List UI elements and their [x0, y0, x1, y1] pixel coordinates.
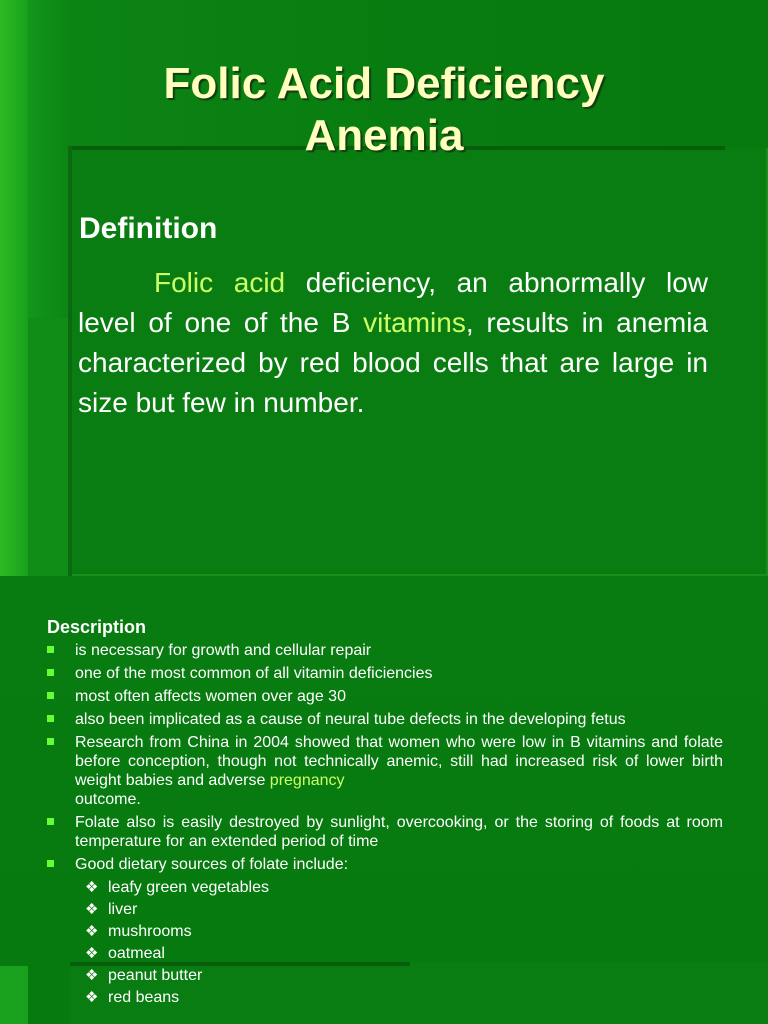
diamond-bullet-icon: ❖ [85, 989, 99, 1006]
list-item [47, 813, 723, 851]
slide-frame-band [28, 318, 68, 576]
definition-heading: Definition [79, 212, 218, 245]
definition-text-1: deficiency, an abnormally low level of one of the B [78, 267, 708, 338]
vitamins-link[interactable]: vitamins [363, 307, 466, 338]
list-item-text: outcome. [75, 791, 141, 808]
list-item [47, 664, 723, 683]
square-bullet-icon [47, 738, 54, 745]
square-bullet-icon [47, 818, 54, 825]
slide-frame-left-stripe [0, 966, 28, 1024]
list-item [47, 687, 723, 706]
sub-list-item-text: liver [108, 901, 138, 918]
slide-title [0, 58, 768, 162]
list-item-text: one of the most common of all vitamin deficiencies [75, 665, 433, 682]
square-bullet-icon [47, 715, 54, 722]
diamond-bullet-icon: ❖ [85, 901, 99, 918]
list-item-text: Research from China in 2004 showed that women who were low in B vitamins and folate before conception, though not technically anemic, still had increased risk of lower birth weight babies and adverse [75, 734, 723, 789]
list-item-text: most often affects women over age 30 [75, 688, 346, 705]
pregnancy-link[interactable]: pregnancy [269, 772, 345, 789]
sub-list-item [75, 944, 723, 963]
definition-text-2: , results in anemia characterized by red blood cells that are large in size but few in number. [78, 307, 709, 418]
sub-list-item-text: leafy green vegetables [108, 879, 269, 896]
food-sources-list [75, 878, 723, 1007]
definition-paragraph [78, 263, 708, 423]
diamond-bullet-icon: ❖ [85, 967, 99, 984]
list-item [47, 710, 723, 729]
diamond-bullet-icon: ❖ [85, 945, 99, 962]
description-heading: Description [47, 617, 147, 637]
square-bullet-icon [47, 860, 54, 867]
sub-list-item [75, 922, 723, 941]
list-item-text: Folate also is easily destroyed by sunlight, overcooking, or the storing of foods at room temperature for an extended period of time [75, 814, 723, 850]
list-item [47, 641, 723, 660]
sub-list-item-text: oatmeal [108, 945, 165, 962]
sub-list-item [75, 900, 723, 919]
square-bullet-icon [47, 692, 54, 699]
sub-list-item [75, 878, 723, 897]
slide-title-line2: Anemia [304, 111, 464, 160]
folic-acid-link[interactable]: Folic acid [154, 267, 286, 298]
slide-frame-left-line [68, 146, 72, 576]
slide-title-line1: Folic Acid Deficiency [163, 59, 605, 108]
sub-list-item-text: red beans [108, 989, 180, 1006]
list-item-text: is necessary for growth and cellular repair [75, 642, 372, 659]
slide-description [0, 576, 768, 1024]
sub-list-item-text: peanut butter [108, 967, 203, 984]
list-item [47, 855, 723, 1007]
sub-list-item-text: mushrooms [108, 923, 192, 940]
list-item-text: also been implicated as a cause of neural tube defects in the developing fetus [75, 711, 626, 728]
sub-list-item [75, 988, 723, 1007]
sub-list-item [75, 966, 723, 985]
diamond-bullet-icon: ❖ [85, 923, 99, 940]
description-list [47, 641, 723, 1011]
square-bullet-icon [47, 669, 54, 676]
diamond-bullet-icon: ❖ [85, 879, 99, 896]
list-item [47, 733, 723, 809]
square-bullet-icon [47, 646, 54, 653]
list-item-text: Good dietary sources of folate include: [75, 856, 349, 873]
